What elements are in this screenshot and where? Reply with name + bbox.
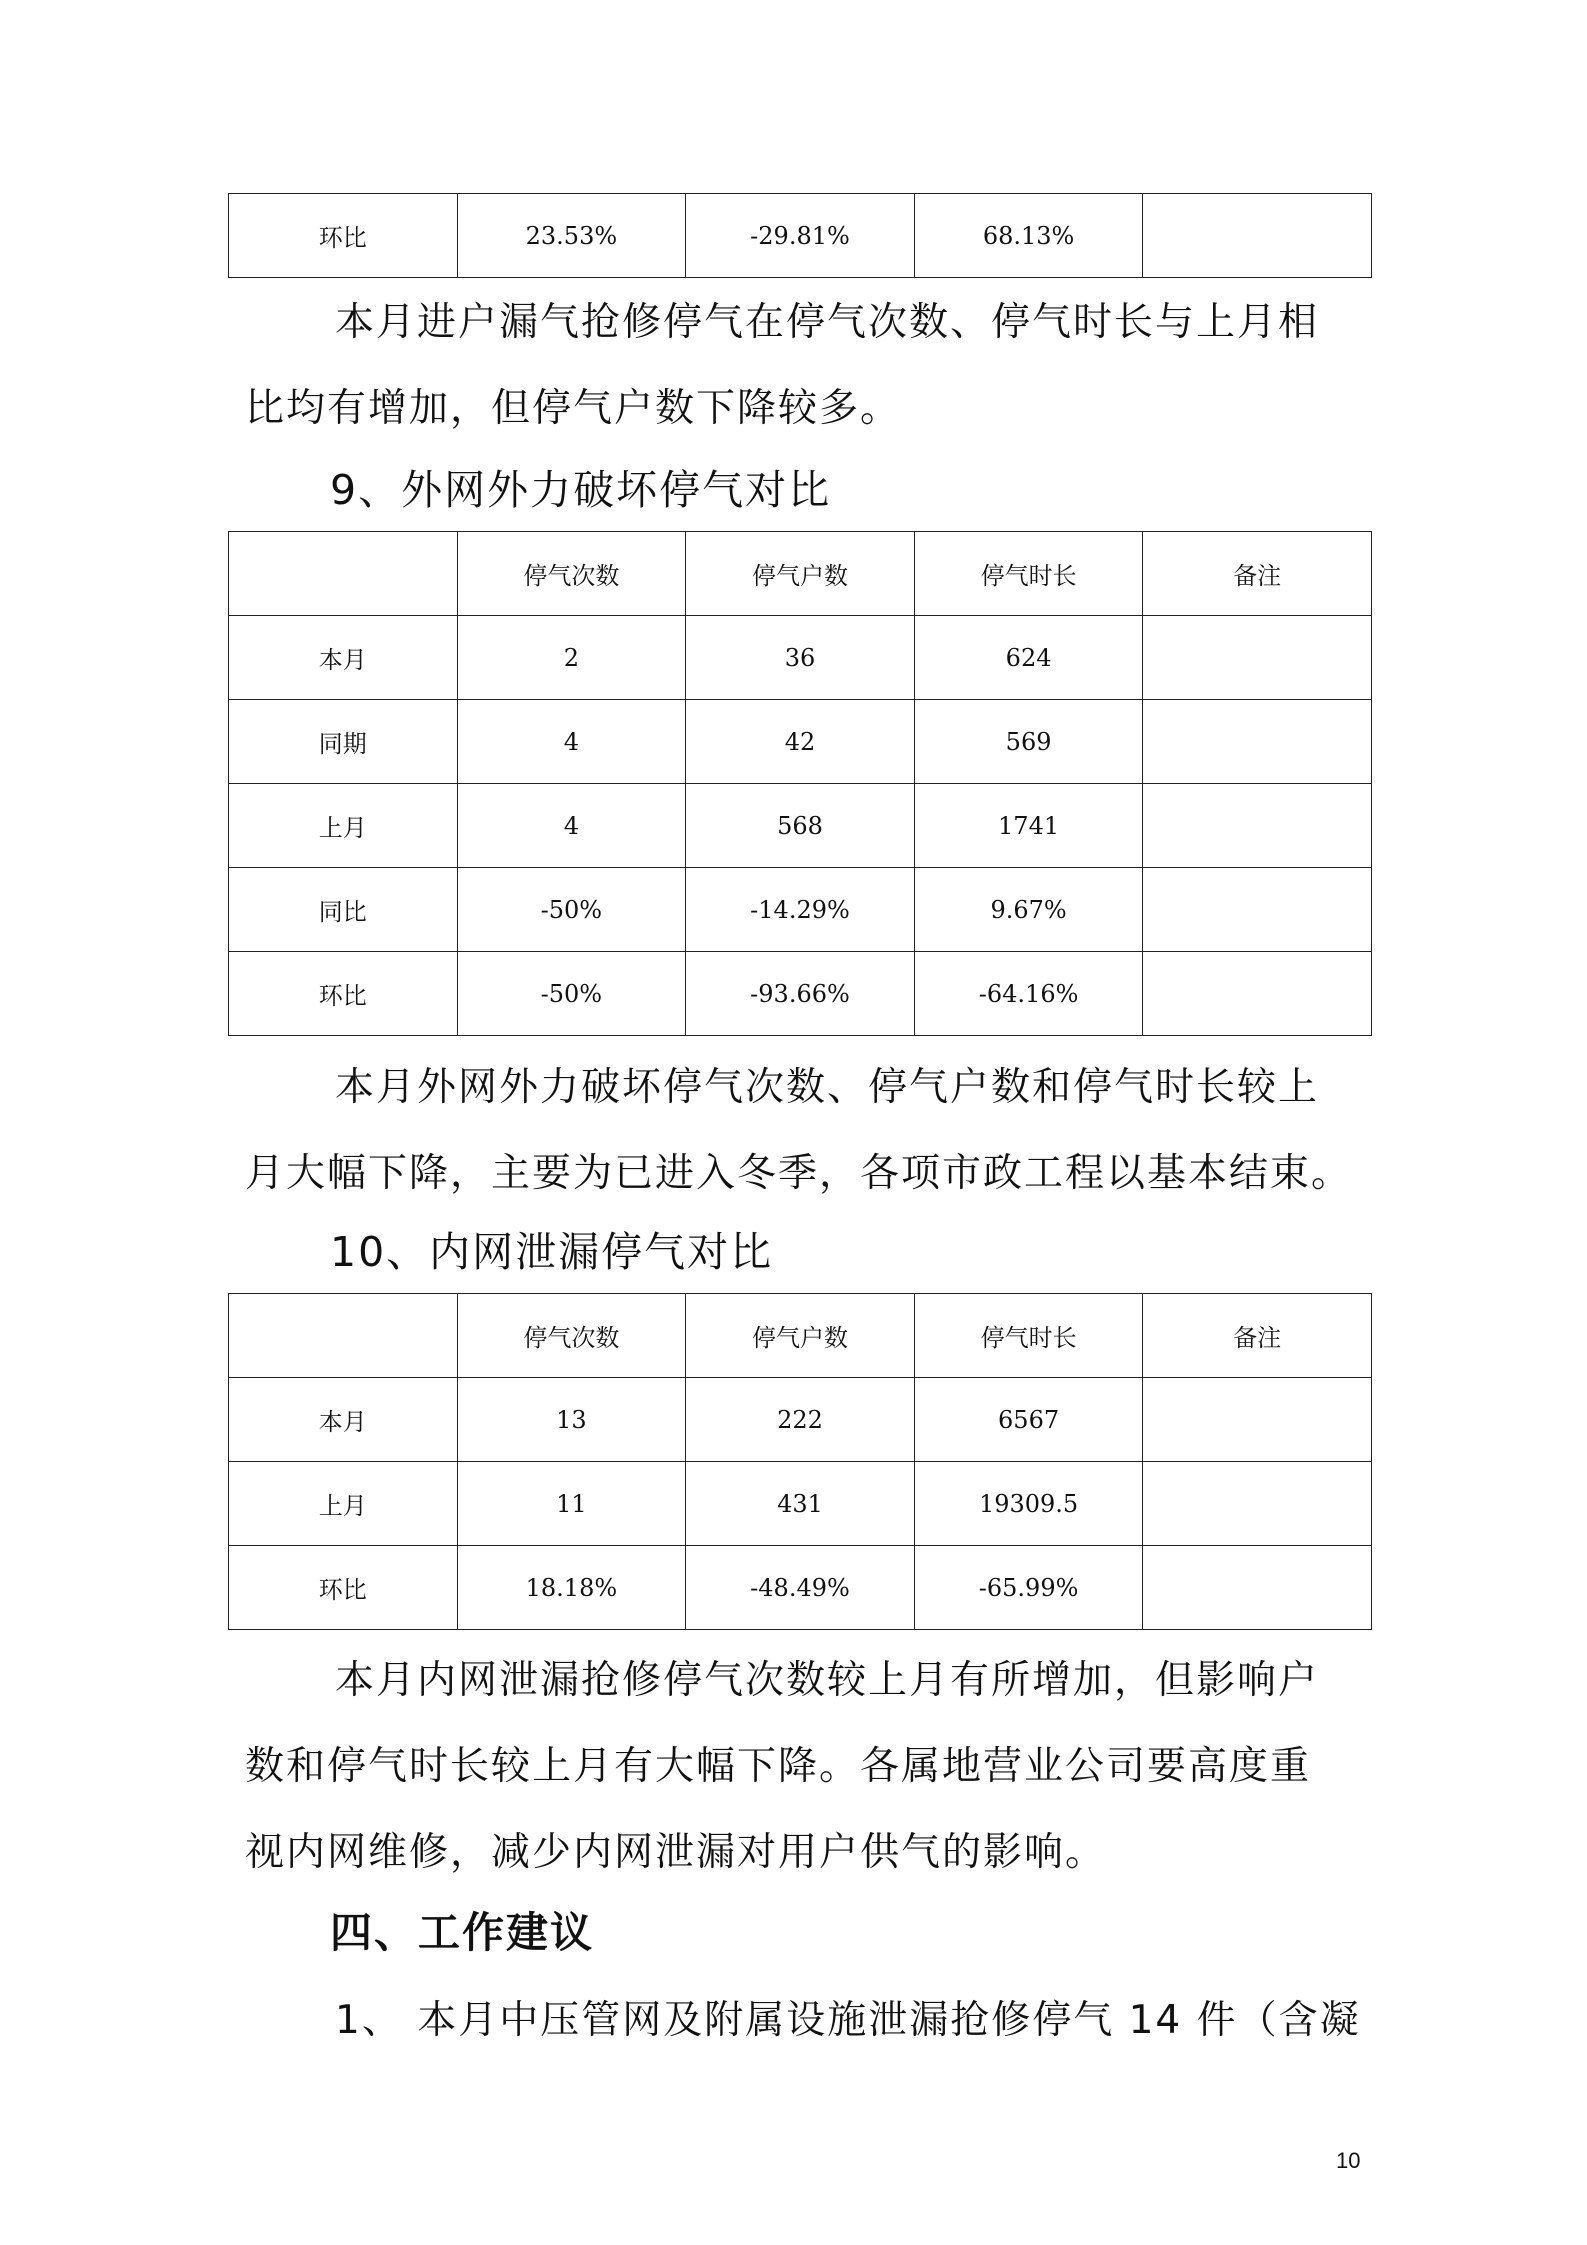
table-row	[229, 952, 1372, 1036]
table-header-cell: 停气次数	[457, 532, 686, 616]
table-cell	[1143, 1462, 1372, 1546]
table-cell: 本月	[229, 616, 458, 700]
table-cell	[1143, 616, 1372, 700]
table-cell: 上月	[229, 1462, 458, 1546]
table-cell: 本月	[229, 1378, 458, 1462]
table-row	[229, 194, 1372, 278]
table-cell: -50%	[457, 952, 686, 1036]
table-cell: 36	[686, 616, 915, 700]
section-heading: 四、工作建议	[330, 1908, 595, 1957]
table-cell	[1143, 868, 1372, 952]
table-cell: -64.16%	[914, 952, 1143, 1036]
table-cell: 18.18%	[457, 1546, 686, 1630]
table-header-cell: 停气次数	[457, 1294, 686, 1378]
table-header-cell: 停气户数	[686, 532, 915, 616]
paragraph-3	[245, 1638, 1365, 1896]
table-cell: 569	[914, 700, 1143, 784]
paragraph-2	[245, 1045, 1365, 1217]
table-row	[229, 1462, 1372, 1546]
table-cell: -50%	[457, 868, 686, 952]
table-row	[229, 700, 1372, 784]
table-cell: 6567	[914, 1378, 1143, 1462]
table-cell: 环比	[229, 952, 458, 1036]
table-cell: -93.66%	[686, 952, 915, 1036]
table-cell: 13	[457, 1378, 686, 1462]
table-cell: 1741	[914, 784, 1143, 868]
table-header-cell: 停气时长	[914, 1294, 1143, 1378]
table-cell: -65.99%	[914, 1546, 1143, 1630]
table-header-cell: 停气时长	[914, 532, 1143, 616]
top-table	[228, 193, 1372, 278]
page-number: 10	[1336, 2148, 1361, 2173]
heading-10: 10、内网泄漏停气对比	[330, 1228, 774, 1276]
table-header-cell: 备注	[1143, 1294, 1372, 1378]
table-10	[228, 1293, 1372, 1630]
table-cell: 4	[457, 700, 686, 784]
table-cell: 624	[914, 616, 1143, 700]
paragraph-line: 本月进户漏气抢修停气在停气次数、停气时长与上月相	[335, 300, 1320, 345]
paragraph-line: 比均有增加，但停气户数下降较多。	[245, 386, 902, 431]
table-cell: 上月	[229, 784, 458, 868]
table-header-row	[229, 532, 1372, 616]
table-cell: 568	[686, 784, 915, 868]
table-cell: 222	[686, 1378, 915, 1462]
table-cell	[1143, 1378, 1372, 1462]
table-cell: 同比	[229, 868, 458, 952]
table-row	[229, 784, 1372, 868]
heading-9: 9、外网外力破坏停气对比	[330, 466, 832, 514]
table-header-cell: 停气户数	[686, 1294, 915, 1378]
table-cell: 19309.5	[914, 1462, 1143, 1546]
table-cell: 23.53%	[457, 194, 686, 278]
table-cell: 环比	[229, 194, 458, 278]
table-header-cell	[229, 1294, 458, 1378]
table-header-row	[229, 1294, 1372, 1378]
table-cell: 431	[686, 1462, 915, 1546]
paragraph-line: 本月内网泄漏抢修停气次数较上月有所增加，但影响户	[335, 1658, 1320, 1703]
table-cell: 9.67%	[914, 868, 1143, 952]
table-cell	[1143, 952, 1372, 1036]
table-row	[229, 868, 1372, 952]
table-9	[228, 531, 1372, 1036]
table-row	[229, 616, 1372, 700]
table-cell	[1143, 1546, 1372, 1630]
table-cell: 同期	[229, 700, 458, 784]
table-cell: -29.81%	[686, 194, 915, 278]
table-cell	[1143, 194, 1372, 278]
table-cell: -14.29%	[686, 868, 915, 952]
table-cell: 11	[457, 1462, 686, 1546]
paragraph-line: 月大幅下降，主要为已进入冬季，各项市政工程以基本结束。	[245, 1151, 1353, 1196]
paragraph-line: 视内网维修，减少内网泄漏对用户供气的影响。	[245, 1830, 1107, 1875]
table-cell: 4	[457, 784, 686, 868]
paragraph-line: 1、 本月中压管网及附属设施泄漏抢修停气 14 件（含凝	[335, 1998, 1361, 2043]
table-row	[229, 1546, 1372, 1630]
table-cell: -48.49%	[686, 1546, 915, 1630]
table-cell	[1143, 784, 1372, 868]
table-cell: 42	[686, 700, 915, 784]
table-cell	[1143, 700, 1372, 784]
paragraph-line: 数和停气时长较上月有大幅下降。各属地营业公司要高度重	[245, 1744, 1312, 1789]
paragraph-1	[245, 280, 1365, 452]
table-header-cell: 备注	[1143, 532, 1372, 616]
table-header-cell	[229, 532, 458, 616]
table-cell: 环比	[229, 1546, 458, 1630]
table-cell: 68.13%	[914, 194, 1143, 278]
table-cell: 2	[457, 616, 686, 700]
list-item-1	[245, 1978, 1365, 2064]
table-row	[229, 1378, 1372, 1462]
paragraph-line: 本月外网外力破坏停气次数、停气户数和停气时长较上	[335, 1065, 1320, 1110]
